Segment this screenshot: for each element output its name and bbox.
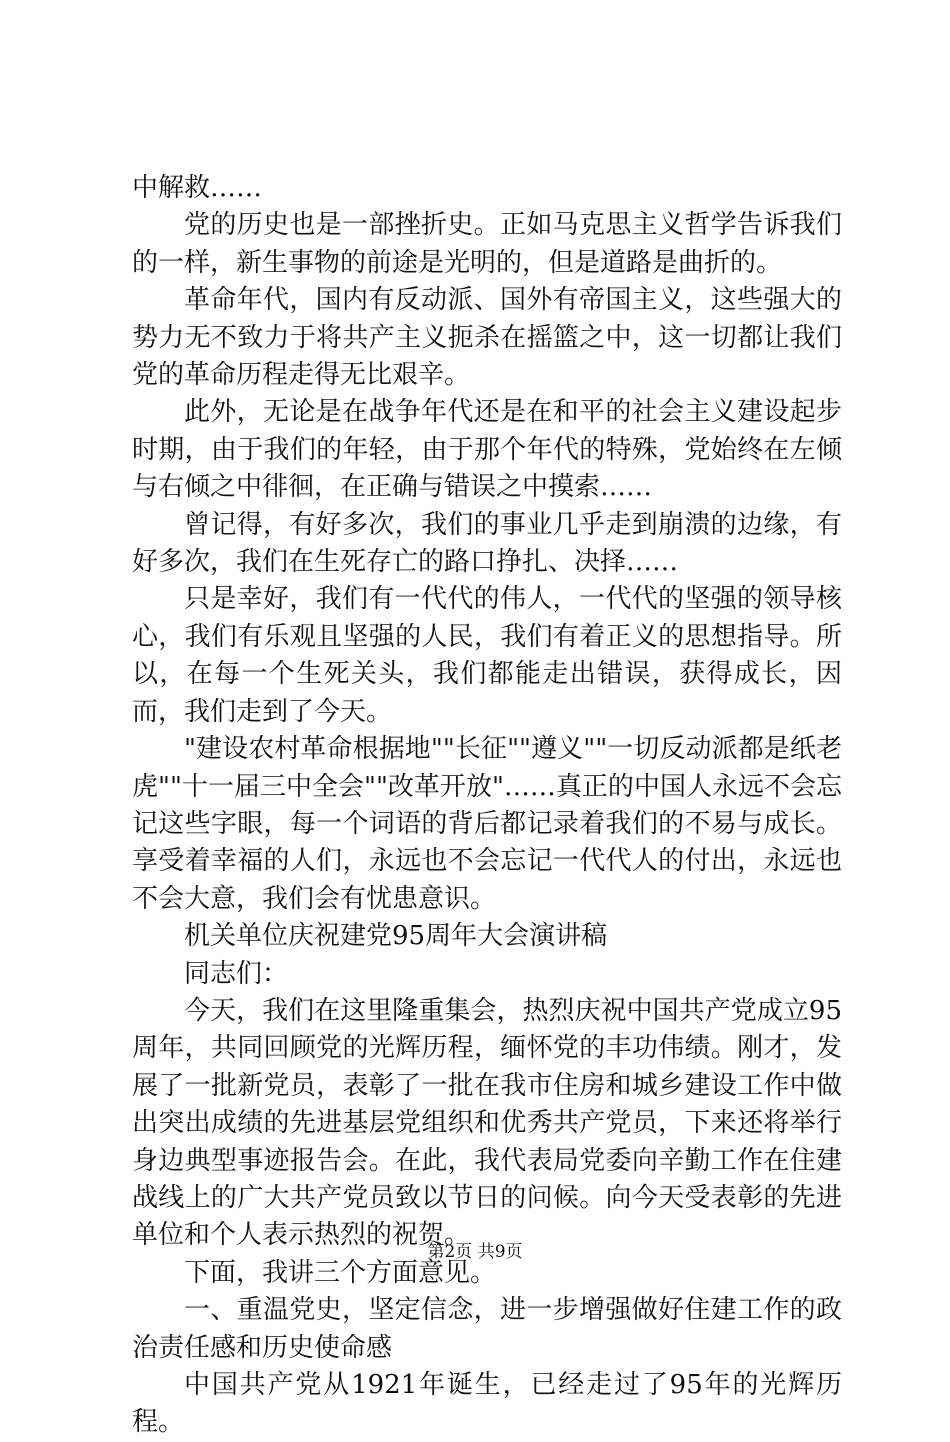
paragraph-continuation: 中解救……	[132, 173, 263, 203]
paragraph: 只是幸好，我们有一代代的伟人，一代代的坚强的领导核心，我们有乐观且坚强的人民，我们有着正义的思想指导。所以，在每一个生死关头，我们都能走出错误，获得成长，因而，我们走到了今天。	[132, 584, 842, 727]
paragraph: 中国共产党从1921年诞生，已经走过了95年的光辉历程。	[132, 1370, 842, 1438]
paragraph: 革命年代，国内有反动派、国外有帝国主义，这些强大的势力无不致力于将共产主义扼杀在摇篮之中，这一切都让我们党的革命历程走得无比艰辛。	[132, 285, 842, 391]
speech-title: 机关单位庆祝建党95周年大会演讲稿	[184, 921, 608, 952]
paragraph: 今天，我们在这里隆重集会，热烈庆祝中国共产党成立95周年，共同回顾党的光辉历程，缅怀党的丰功伟绩。刚才，发展了一批新党员，表彰了一批在我市住房和城乡建设工作中做出突出成绩的先进基层党组织和优秀共产党员，下来还将举行身边典型事迹报告会。在此，我代表局党委向辛勤工作在住建战线上的广大共产党员致以节日的问候。向今天受表彰的先进单位和个人表示热烈的祝贺。	[132, 995, 842, 1251]
page-number-footer: 第2页 共9页	[427, 1242, 523, 1262]
salutation: 同志们：	[184, 958, 289, 989]
paragraph: 曾记得，有好多次，我们的事业几乎走到崩溃的边缘，有好多次，我们在生死存亡的路口挣扎、决择……	[132, 509, 842, 578]
paragraph: "建设农村革命根据地""长征""遵义""一切反动派都是纸老虎""十一届三中全会""改革开放"……真正的中国人永远不会忘记这些字眼，每一个词语的背后都记录着我们的不易与成长。享受着幸福的人们，永远也不会忘记一代代人的付出，永远也不会大意，我们会有忧患意识。	[132, 734, 842, 914]
paragraph: 党的历史也是一部挫折史。正如马克思主义哲学告诉我们的一样，新生事物的前途是光明的，但是道路是曲折的。	[132, 210, 842, 278]
paragraph: 下面，我讲三个方面意见。	[184, 1257, 497, 1288]
paragraph: 此外，无论是在战争年代还是在和平的社会主义建设起步时期，由于我们的年轻，由于那个年代的特殊，党始终在左倾与右倾之中徘徊，在正确与错误之中摸索……	[132, 397, 842, 503]
section-heading: 一、重温党史，坚定信念，进一步增强做好住建工作的政治责任感和历史使命感	[132, 1295, 842, 1363]
